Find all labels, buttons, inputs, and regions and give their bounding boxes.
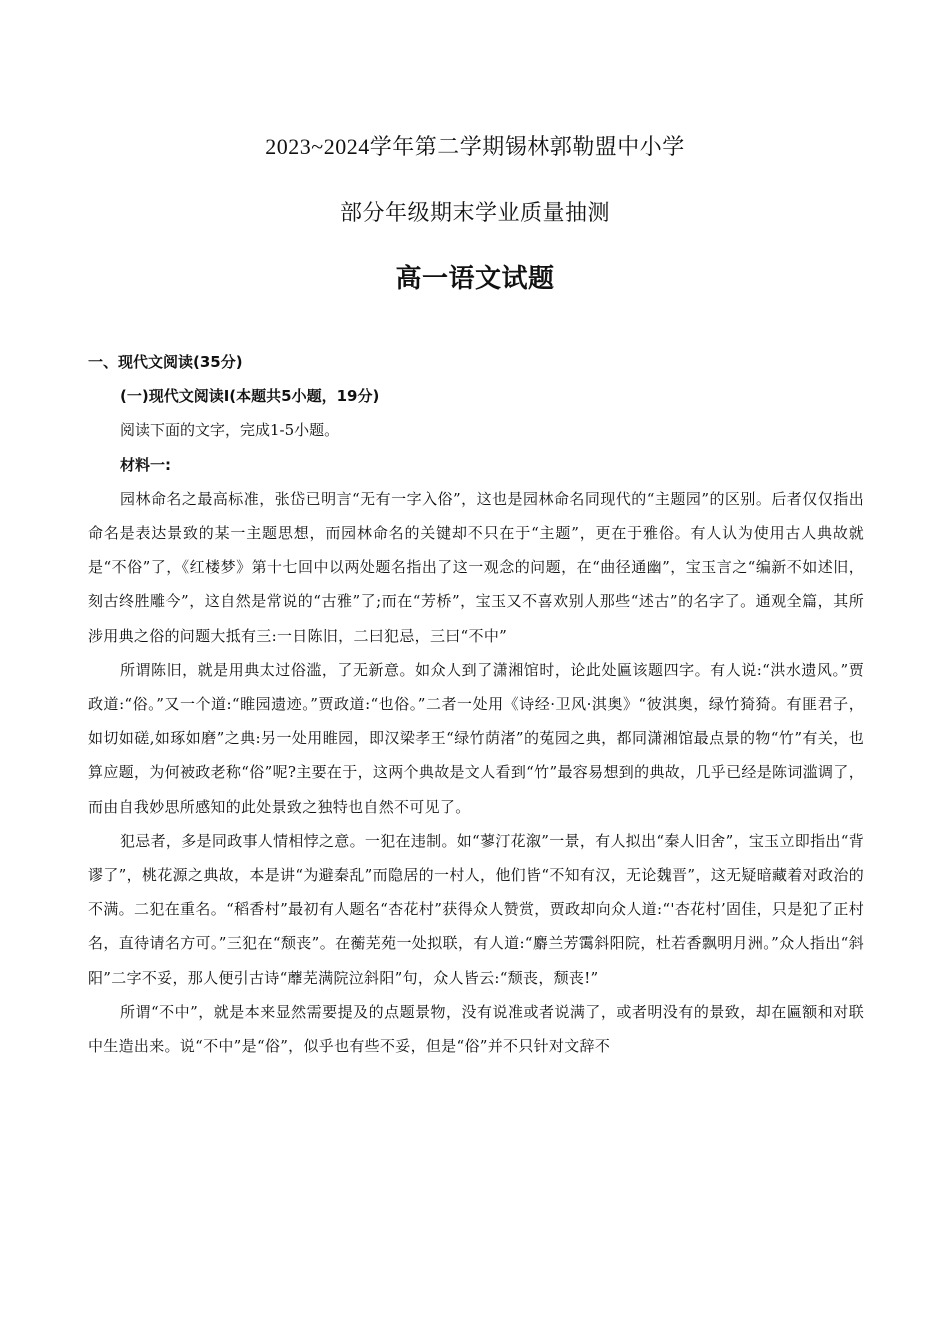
passage-paragraph: 所谓“不中”，就是本来显然需要提及的点题景物，没有说准或者说满了，或者明没有的景致，却在匾额和对联中生造出来。说“不中”是“俗”，似乎也有些不妥，但是“俗”并不只针对文辞不 xyxy=(88,1002,864,1056)
reading-instruction: 阅读下面的文字，完成1-5小题。 xyxy=(120,421,340,440)
section-heading: 一、现代文阅读(35分) xyxy=(88,353,243,371)
exam-title-line-2: 部分年级期末学业质量抽测 xyxy=(339,200,610,225)
passage-paragraph: 所谓陈旧，就是用典太过俗滥，了无新意。如众人到了潇湘馆时，论此处匾该题四字。有人说:“洪水遗风。”贾政道:“俗。”又一个道:“睢园遗迹。”贾政道:“也俗。”二者一处用《诗经·卫风·淇奥》“彼淇奥，绿竹猗猗。有匪君子，如切如磋,如琢如磨”之典:另一处用睢园，即汉梁孝王“绿竹荫渚”的菟园之典，都同潇湘馆最点景的物“竹”有关，也算应题，为何被政老称“俗”呢?主要在于，这两个典故是文人看到“竹”最容易想到的典故，几乎已经是陈词滥调了，而由自我妙思所感知的此处景致之独特也自然不可见了。 xyxy=(88,660,864,816)
subsection-heading: (一)现代文阅读I(本题共5小题，19分) xyxy=(120,387,380,406)
material-label: 材料一: xyxy=(120,455,171,474)
passage-paragraph: 犯忌者，多是同政事人情相悖之意。一犯在违制。如“蓼汀花溆”一景，有人拟出“秦人旧舍”，宝玉立即指出“背谬了”，桃花源之典故，本是讲“为避秦乱”而隐居的一村人，他们皆“不知有汉，无论魏晋”，这无疑暗藏着对政治的不满。二犯在重名。“稻香村”最初有人题名“杏花村”获得众人赞赏，贾政却向众人道:“'杏花村’固佳，只是犯了正村名，直待请名方可。”三犯在“颓丧”。在蘅芜苑一处拟联，有人道:“麝兰芳霭斜阳院，杜若香飘明月洲。”众人指出“斜阳”二字不妥，那人便引古诗“蘼芜满院泣斜阳”句，众人皆云:“颓丧，颓丧!” xyxy=(88,831,864,987)
exam-body xyxy=(88,345,864,1063)
exam-title-line-1: 2023~2024学年第二学期锡林郭勒盟中小学 xyxy=(265,134,685,159)
exam-subject-title: 高一语文试题 xyxy=(395,264,555,294)
passage-paragraph: 园林命名之最高标准，张岱已明言“无有一字入俗”，这也是园林命名同现代的“主题园”的区别。后者仅仅指出命名是表达景致的某一主题思想，而园林命名的关键却不只在于“主题”，更在于雅俗。有人认为使用古人典故就是“不俗”了，《红楼梦》第十七回中以两处题名指出了这一观念的问题，在“曲径通幽”，宝玉言之“编新不如述旧，刻古终胜雕今”，这自然是常说的“古雅”了;而在“芳桥”，宝玉又不喜欢别人那些“述古”的名字了。通观全篇，其所涉用典之俗的问题大抵有三:一日陈旧，二曰犯忌，三曰“不中” xyxy=(88,489,864,645)
